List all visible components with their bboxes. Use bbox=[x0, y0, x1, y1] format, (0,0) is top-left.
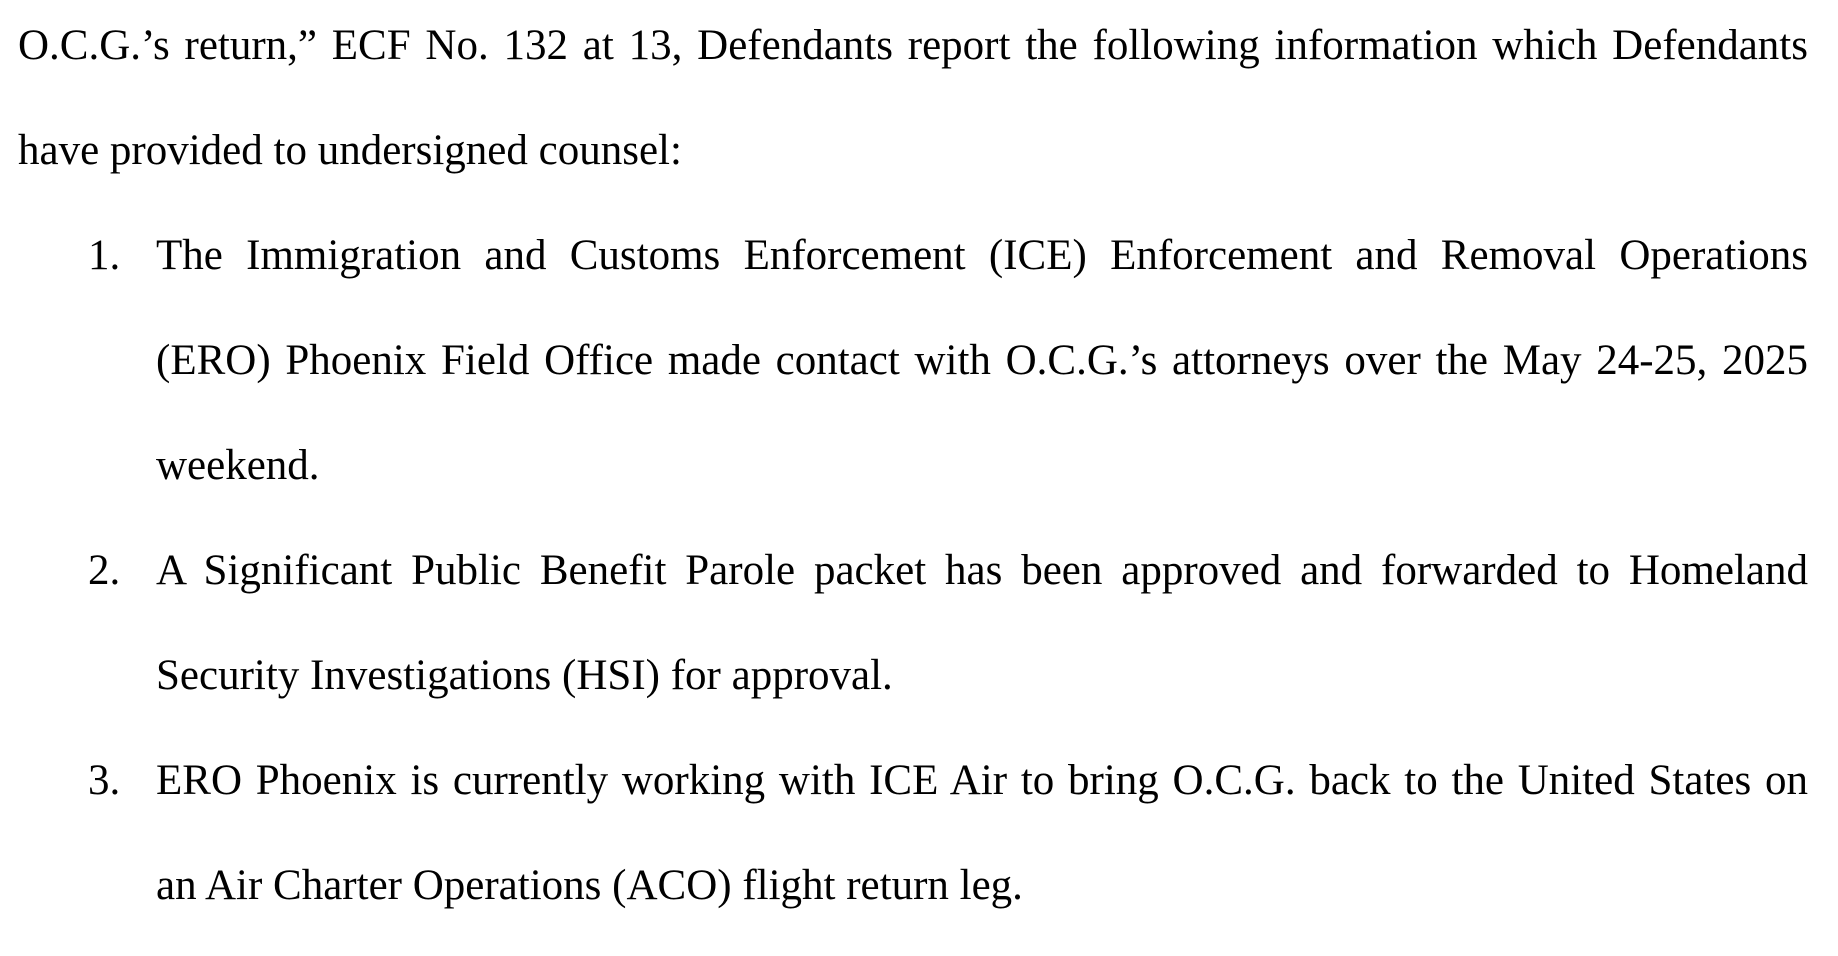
list-item-number: 3. bbox=[88, 757, 121, 804]
list-item bbox=[18, 203, 1808, 518]
intro-paragraph: O.C.G.’s return,” ECF No. 132 at 13, Defendants report the following information which Defendants have provided to undersigned counsel: bbox=[18, 22, 1808, 174]
list-item-text: A Significant Public Benefit Parole packet has been approved and forwarded to Homeland Security Investigations (HSI) for approval. bbox=[156, 547, 1808, 699]
list-item bbox=[18, 518, 1808, 728]
list-item-number: 2. bbox=[88, 547, 121, 594]
list-item-text: ERO Phoenix is currently working with ICE Air to bring O.C.G. back to the United States on an Air Charter Operations (ACO) flight return leg. bbox=[156, 757, 1808, 909]
numbered-list bbox=[18, 203, 1808, 938]
document-page bbox=[18, 0, 1808, 945]
list-item bbox=[18, 728, 1808, 938]
list-item-number: 1. bbox=[88, 232, 121, 279]
list-item-text: The Immigration and Customs Enforcement (ICE) Enforcement and Removal Operations (ERO) Phoenix Field Office made contact with O.C.G.’s attorneys over the May 24-25, 2025 weekend. bbox=[156, 232, 1808, 489]
